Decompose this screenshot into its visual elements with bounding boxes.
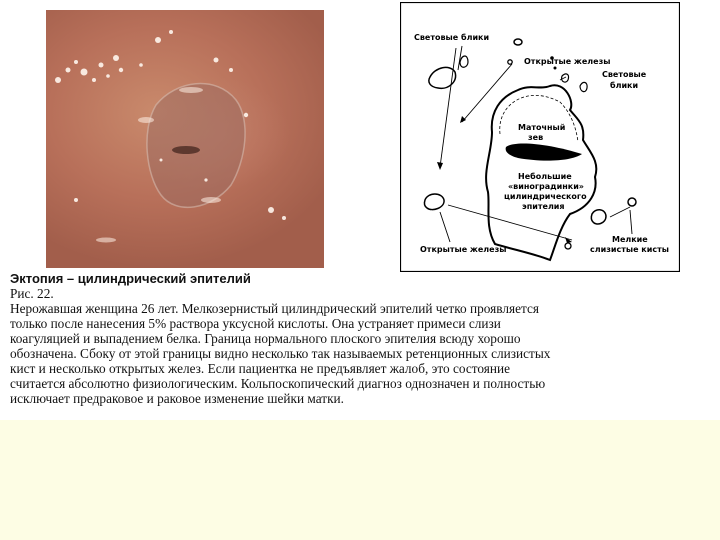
- label-open-glands-bottom: Открытые железы: [420, 245, 507, 254]
- caption-line: считается абсолютно физиологическим. Кольпоскопический диагноз однозначен и полностью: [10, 376, 546, 391]
- caption-line: коагуляцией и выпадением белка. Граница нормального плоского эпителия всюду хорошо: [10, 331, 521, 346]
- label-small-cysts: Мелкие: [612, 235, 648, 244]
- external-os-shape: [506, 143, 582, 160]
- colposcopy-photo: [46, 10, 324, 268]
- label-external-os-2: зев: [528, 133, 544, 142]
- label-grapes-2: «виноградинки»: [508, 182, 584, 191]
- label-grapes-4: эпителия: [522, 202, 565, 211]
- figure-number: Рис. 22.: [10, 286, 54, 301]
- caption-title: Эктопия – цилиндрический эпителий: [10, 271, 251, 286]
- caption-line: Нерожавшая женщина 26 лет. Мелкозернистый цилиндрический эпителий четко проявляется: [10, 301, 539, 316]
- label-grapes: Небольшие: [518, 172, 572, 181]
- caption-line: исключает предраковое и раковое изменение шейки матки.: [10, 391, 344, 406]
- label-grapes-3: цилиндрического: [504, 192, 587, 201]
- label-light-glare-right: Световые: [602, 70, 647, 79]
- caption-line: кист и несколько открытых желез. Если пациентка не предъявляет жалоб, это состояние: [10, 361, 511, 376]
- colposcopy-diagram: [400, 2, 680, 272]
- label-external-os: Маточный: [518, 123, 566, 132]
- caption-line: только после нанесения 5% раствора уксусной кислоты. Она устраняет примеси слизи: [10, 316, 501, 331]
- label-small-cysts-2: слизистые кисты: [590, 245, 669, 254]
- label-light-glare-top: Световые блики: [414, 33, 490, 42]
- caption-line: обозначена. Сбоку от этой границы видно несколько так называемых ретенционных слизистых: [10, 346, 551, 361]
- figure-caption: [10, 271, 710, 406]
- label-open-glands-top: Открытые железы: [524, 57, 611, 66]
- background-band: [0, 420, 720, 540]
- label-light-glare-right-2: блики: [610, 81, 639, 90]
